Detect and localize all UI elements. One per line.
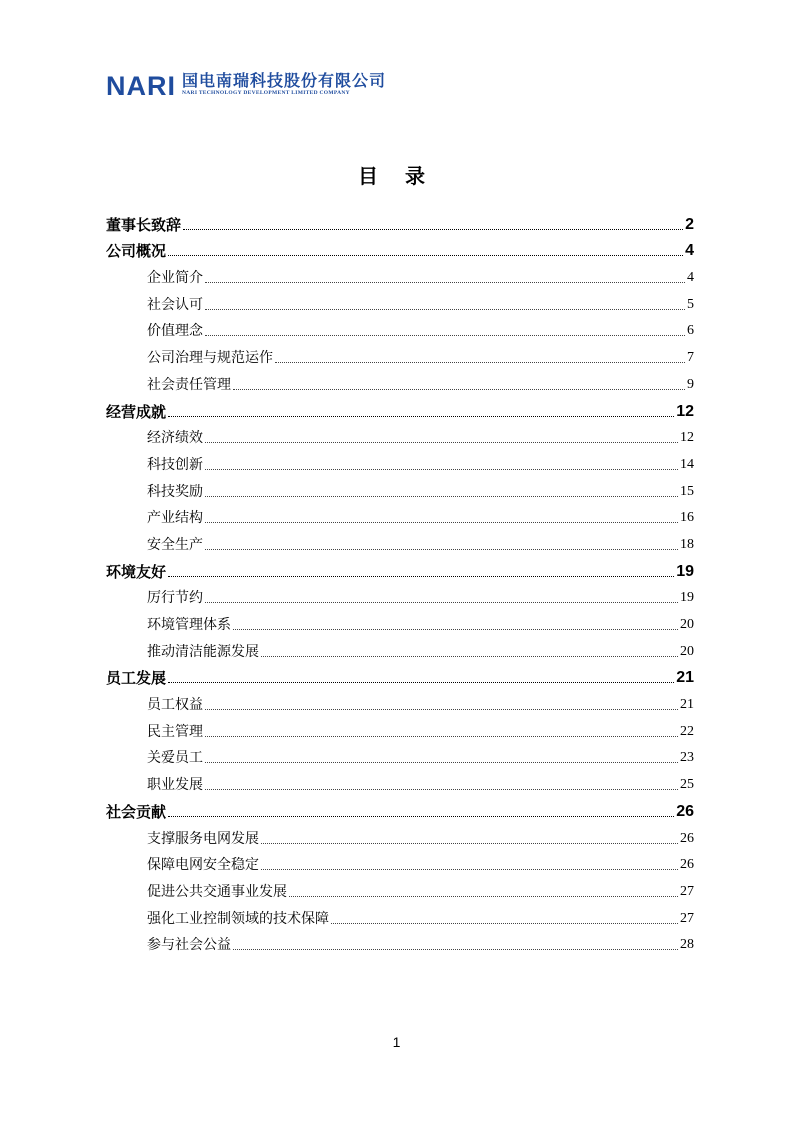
toc-dot-leader (205, 468, 678, 470)
toc-entry-label: 关爱员工 (147, 750, 203, 767)
toc-entry-label: 产业结构 (147, 510, 203, 527)
toc-entry-page: 26 (680, 857, 694, 873)
toc-dot-leader (168, 815, 674, 817)
toc-entry-page: 28 (680, 937, 694, 953)
toc-subsection-entry[interactable] (106, 902, 694, 929)
toc-subsection-entry[interactable] (106, 715, 694, 742)
toc-dot-leader (261, 868, 678, 870)
toc-subsection-entry[interactable] (106, 742, 694, 769)
toc-dot-leader (183, 228, 683, 230)
toc-dot-leader (205, 708, 678, 710)
toc-entry-page: 26 (676, 802, 694, 820)
toc-entry-label: 董事长致辞 (106, 215, 182, 234)
toc-entry-page: 27 (680, 883, 694, 899)
toc-entry-page: 26 (680, 830, 694, 846)
table-of-contents (106, 208, 694, 955)
toc-entry-label: 环境管理体系 (147, 617, 231, 633)
toc-dot-leader (205, 441, 678, 443)
toc-dot-leader (168, 681, 674, 683)
toc-entry-label: 公司概况 (106, 242, 167, 261)
toc-subsection-entry[interactable] (106, 315, 694, 342)
toc-subsection-entry[interactable] (106, 288, 694, 315)
toc-entry-label: 推动清洁能源发展 (147, 643, 259, 660)
toc-entry-label: 社会责任管理 (147, 376, 231, 393)
toc-entry-label: 社会认可 (147, 296, 203, 313)
toc-subsection-entry[interactable] (106, 368, 694, 395)
toc-section-entry[interactable] (106, 235, 694, 262)
toc-dot-leader (275, 361, 685, 363)
toc-dot-leader (168, 415, 674, 417)
toc-entry-page: 7 (687, 350, 694, 366)
toc-entry-label: 社会贡献 (106, 802, 167, 821)
toc-entry-page: 16 (680, 510, 694, 526)
toc-entry-page: 9 (687, 376, 694, 392)
toc-subsection-entry[interactable] (106, 448, 694, 475)
toc-entry-page: 20 (680, 617, 694, 632)
toc-entry-page: 14 (680, 456, 694, 472)
toc-entry-label: 强化工业控制领域的技术保障 (147, 910, 329, 927)
toc-entry-page: 18 (680, 536, 694, 552)
toc-dot-leader (205, 735, 678, 737)
toc-dot-leader (205, 601, 678, 603)
toc-subsection-entry[interactable] (106, 849, 694, 876)
toc-subsection-entry[interactable] (106, 341, 694, 368)
toc-entry-page: 21 (680, 697, 694, 713)
company-name-en: NARI TECHNOLOGY DEVELOPMENT LIMITED COMPANY (182, 90, 350, 96)
toc-entry-label: 保障电网安全稳定 (147, 857, 259, 874)
toc-entry-label: 经济绩效 (147, 430, 203, 447)
toc-subsection-entry[interactable] (106, 502, 694, 529)
toc-dot-leader (233, 948, 678, 950)
logo-text (182, 72, 386, 97)
toc-entry-page: 4 (687, 270, 694, 286)
toc-dot-leader (233, 628, 678, 630)
toc-subsection-entry[interactable] (106, 582, 694, 609)
toc-entry-label: 厉行节约 (147, 590, 203, 607)
toc-section-entry[interactable] (106, 662, 694, 689)
toc-entry-page: 4 (685, 242, 694, 260)
page-title: 目 录 (358, 164, 435, 188)
toc-dot-leader (168, 254, 683, 256)
company-name-cn: 国电南瑞科技股份有限公司 (182, 71, 387, 90)
toc-subsection-entry[interactable] (106, 875, 694, 902)
toc-entry-label: 员工发展 (106, 669, 167, 688)
toc-entry-label: 民主管理 (147, 723, 203, 740)
toc-subsection-entry[interactable] (106, 422, 694, 449)
toc-subsection-entry[interactable] (106, 688, 694, 715)
toc-subsection-entry[interactable] (106, 528, 694, 555)
toc-dot-leader (205, 334, 685, 336)
toc-entry-label: 价值理念 (147, 323, 203, 340)
toc-entry-page: 23 (680, 750, 694, 766)
toc-dot-leader (289, 895, 678, 897)
toc-entry-page: 25 (680, 777, 694, 793)
toc-section-entry[interactable] (106, 395, 694, 422)
toc-dot-leader (331, 922, 678, 924)
toc-entry-page: 21 (676, 669, 694, 687)
toc-dot-leader (261, 842, 678, 844)
toc-entry-label: 企业简介 (147, 270, 203, 287)
toc-entry-label: 职业发展 (147, 777, 203, 794)
toc-entry-page: 12 (680, 430, 694, 446)
toc-entry-page: 12 (676, 402, 694, 420)
toc-dot-leader (205, 521, 678, 523)
toc-section-entry[interactable] (106, 208, 694, 235)
toc-entry-label: 公司治理与规范运作 (147, 350, 273, 367)
toc-entry-label: 支撑服务电网发展 (147, 830, 259, 847)
toc-subsection-entry[interactable] (106, 768, 694, 795)
toc-dot-leader (205, 495, 678, 497)
toc-entry-page: 6 (687, 323, 694, 339)
toc-section-entry[interactable] (106, 555, 694, 582)
toc-entry-page: 20 (680, 643, 694, 659)
toc-dot-leader (205, 281, 685, 283)
toc-dot-leader (205, 308, 685, 310)
company-logo (106, 72, 386, 102)
page-number: 1 (392, 1034, 401, 1050)
toc-subsection-entry[interactable] (106, 261, 694, 288)
toc-entry-page: 19 (680, 590, 694, 606)
toc-subsection-entry[interactable] (106, 608, 694, 635)
toc-entry-label: 科技奖励 (147, 483, 203, 500)
toc-section-entry[interactable] (106, 795, 694, 822)
toc-entry-label: 科技创新 (147, 456, 203, 473)
toc-dot-leader (261, 655, 678, 657)
toc-entry-label: 员工权益 (147, 697, 203, 714)
toc-subsection-entry[interactable] (106, 475, 694, 502)
logo-mark: NARI (106, 71, 176, 101)
toc-entry-page: 2 (685, 215, 694, 233)
toc-entry-page: 5 (687, 296, 694, 312)
toc-entry-page: 22 (680, 723, 694, 739)
toc-subsection-entry[interactable] (106, 929, 694, 956)
toc-entry-page: 15 (680, 483, 694, 499)
toc-dot-leader (205, 788, 678, 790)
toc-entry-label: 安全生产 (147, 536, 203, 553)
toc-entry-label: 参与社会公益 (147, 937, 231, 954)
toc-dot-leader (205, 548, 678, 550)
toc-dot-leader (168, 575, 674, 577)
toc-subsection-entry[interactable] (106, 822, 694, 849)
toc-entry-page: 27 (680, 910, 694, 926)
toc-entry-label: 环境友好 (106, 562, 167, 581)
toc-dot-leader (233, 388, 685, 390)
toc-entry-page: 19 (676, 562, 694, 580)
toc-entry-label: 经营成就 (106, 402, 167, 421)
toc-entry-label: 促进公共交通事业发展 (147, 883, 287, 900)
toc-dot-leader (205, 761, 678, 763)
toc-subsection-entry[interactable] (106, 635, 694, 662)
